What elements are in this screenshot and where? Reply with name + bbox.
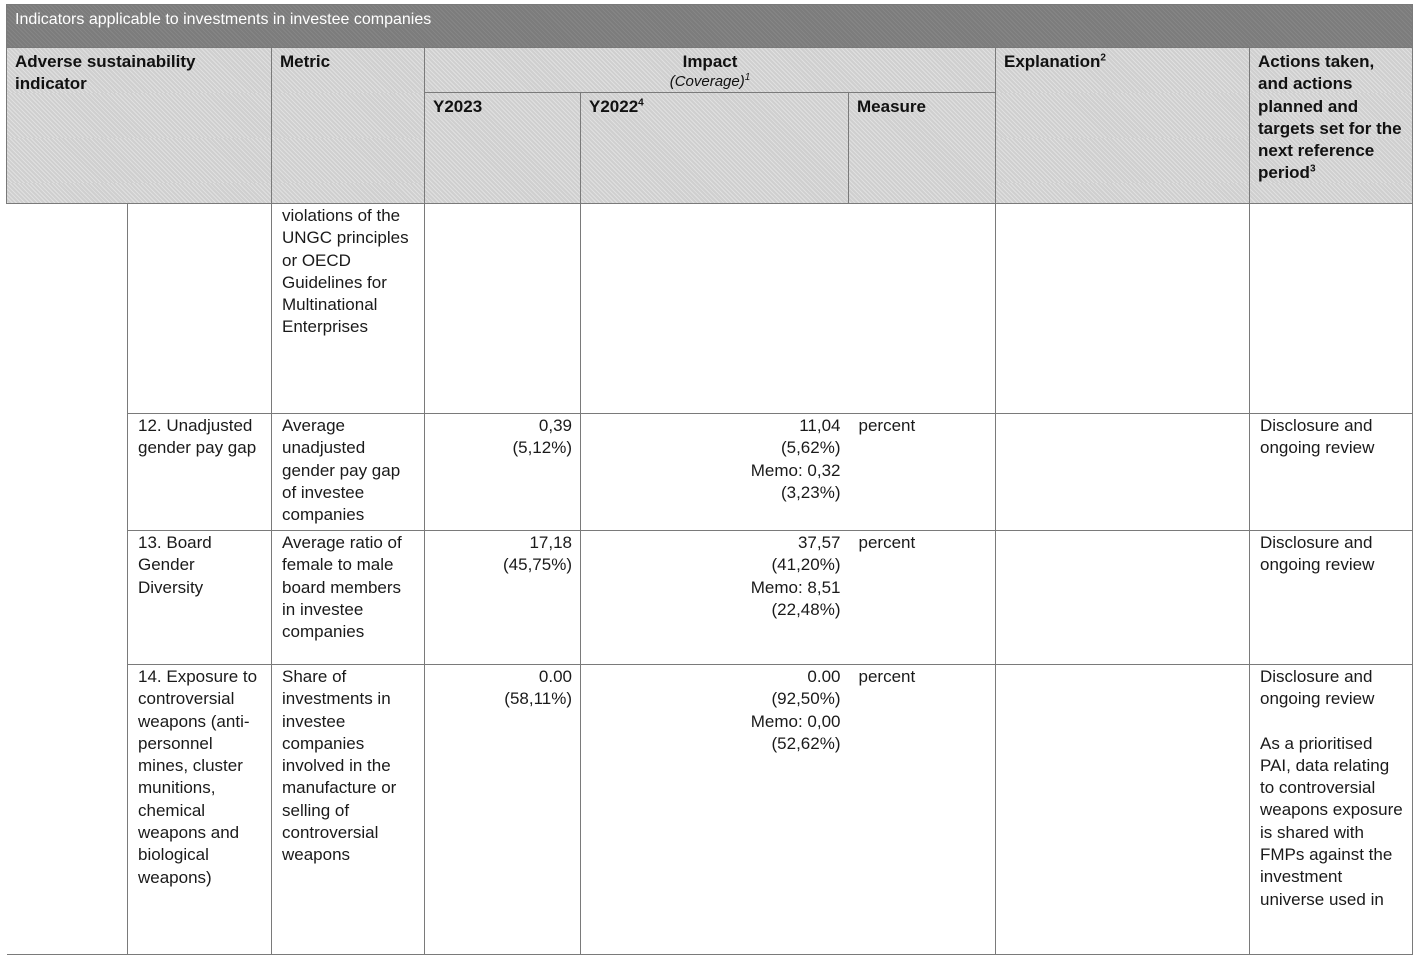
- indicator-cell: 12. Unadjusted gender pay gap: [128, 414, 272, 531]
- y2022-cell: [581, 665, 849, 955]
- y2022-coverage: (41,20%): [771, 555, 841, 575]
- y2023-coverage: (5,12%): [512, 438, 572, 458]
- pai-table: [6, 4, 1413, 955]
- header-impact: [425, 48, 996, 93]
- y2023-cell: [425, 665, 581, 955]
- metric-cell: Share of investments in investee companies involved in the manufacture or selling of controversial weapons: [272, 665, 425, 955]
- actions-spacer: [1260, 711, 1404, 733]
- actions-text-2: As a prioritised PAI, data relating to controversial weapons exposure is shared with FMPs against the investment universe used in: [1260, 733, 1403, 909]
- y2023-value: 0,39: [538, 416, 572, 435]
- table-row: [7, 204, 1413, 414]
- indicator-cell: 14. Exposure to controversial weapons (anti-personnel mines, cluster munitions, chemical weapons and biological weapons): [128, 665, 272, 955]
- measure-cell: percent: [849, 665, 996, 955]
- measure-cell: percent: [849, 531, 996, 665]
- y2023-value: 17,18: [529, 533, 572, 552]
- y2022-value: 11,04: [799, 416, 841, 435]
- header-explanation: Explanation$^2$: [996, 48, 1250, 204]
- y2023-coverage: (58,11%): [504, 689, 572, 709]
- y2022-cell: [581, 414, 849, 531]
- y2022-memo: Memo: 0,32: [750, 460, 841, 480]
- explanation-cell: [996, 414, 1250, 531]
- y2022-memo-coverage: (3,23%): [780, 482, 841, 502]
- actions-cell: Disclosure and ongoing review: [1250, 531, 1413, 665]
- y2022-memo: Memo: 8,51: [750, 577, 841, 597]
- metric-cell: Average unadjusted gender pay gap of investee companies: [272, 414, 425, 531]
- left-margin-cell: [7, 204, 128, 955]
- y2023-cell: [425, 414, 581, 531]
- header-coverage: (Coverage)$^1$: [669, 72, 751, 91]
- y2022-cell: [581, 531, 849, 665]
- y2023-cell: [425, 531, 581, 665]
- indicator-cell: [128, 204, 272, 414]
- header-y2023: Y2023: [425, 93, 581, 204]
- explanation-cell: [996, 665, 1250, 955]
- y2022-value: 0.00: [807, 667, 841, 686]
- y2022-memo: Memo: 0,00: [750, 711, 841, 731]
- actions-cell: [1250, 204, 1413, 414]
- table-banner-row: [7, 5, 1413, 48]
- header-actions: Actions taken, and actions planned and targets set for the next reference period$^3$: [1250, 48, 1413, 204]
- pai-table-page: [6, 4, 1412, 954]
- explanation-cell: [996, 531, 1250, 665]
- actions-text: Disclosure and ongoing review: [1260, 667, 1375, 709]
- table-row: [7, 414, 1413, 531]
- y2023-coverage: (45,75%): [503, 555, 572, 575]
- y2022-coverage: (5,62%): [780, 438, 841, 458]
- header-measure: Measure: [849, 93, 996, 204]
- y2022-value: 37,57: [797, 533, 841, 552]
- header-indicator: Adverse sustainability indicator: [7, 48, 272, 204]
- metric-cell: violations of the UNGC principles or OECD Guidelines for Multinational Enterprises: [272, 204, 425, 414]
- explanation-cell: [996, 204, 1250, 414]
- header-row-top: [7, 48, 1413, 93]
- table-row: [7, 531, 1413, 665]
- actions-cell: Disclosure and ongoing review: [1250, 414, 1413, 531]
- measure-cell: percent: [849, 414, 996, 531]
- y2023-cell: [425, 204, 581, 414]
- y2023-value: 0.00: [538, 667, 572, 686]
- y2022-cell: [581, 204, 996, 414]
- header-metric: Metric: [272, 48, 425, 204]
- y2022-coverage: (92,50%): [771, 689, 841, 709]
- y2022-memo-coverage: (22,48%): [771, 599, 841, 619]
- table-banner: Indicators applicable to investments in investee companies: [7, 5, 1413, 48]
- header-impact-label: Impact: [682, 52, 738, 71]
- table-row: [7, 665, 1413, 955]
- indicator-cell: 13. Board Gender Diversity: [128, 531, 272, 665]
- metric-cell: Average ratio of female to male board members in investee companies: [272, 531, 425, 665]
- header-y2022: Y2022$^4$: [581, 93, 849, 204]
- actions-cell: [1250, 665, 1413, 955]
- y2022-memo-coverage: (52,62%): [771, 733, 841, 753]
